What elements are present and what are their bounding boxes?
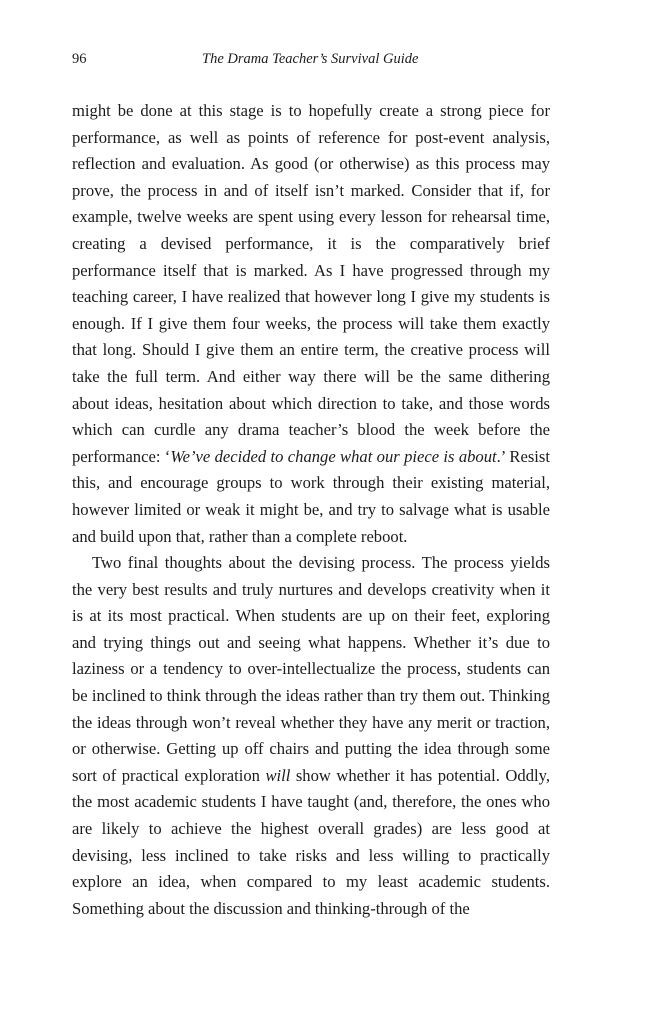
body-text (72, 98, 550, 922)
book-title: The Drama Teacher’s Survival Guide (202, 51, 419, 67)
paragraph-2 (72, 550, 550, 922)
page-number: 96 (72, 51, 87, 67)
paragraph-2-text-b: show whether it has potential. Oddly, the most academic students I have taught (and, therefore, the ones who are likely to achieve the highest overall grades) are less good at devising, less inclined to take risks and less willing to practically explore an idea, when compared to my least academic students. Something about the discussion and thinking-through of the (72, 765, 550, 918)
paragraph-1-quote: We’ve decided to change what our piece is about (170, 446, 497, 466)
paragraph-1 (72, 98, 550, 550)
paragraph-2-emphasis: will (265, 765, 291, 785)
running-header (72, 51, 552, 73)
paragraph-1-text-b: .’ Resist this, and encourage groups to work through their existing material, however limited or weak it might be, and try to salvage what is usable and build upon that, rather than a complete reboot. (72, 446, 550, 546)
paragraph-2-text-a: Two final thoughts about the devising process. The process yields the very best results and truly nurtures and develops creativity when it is at its most practical. When students are up on their feet, exploring and trying things out and seeing what happens. Whether it’s due to laziness or a tendency to over-intellectualize the process, students can be inclined to think through the ideas rather than try them out. Thinking the ideas through won’t reveal whether they have any merit or traction, or otherwise. Getting up off chairs and putting the idea through some sort of practical exploration (72, 553, 550, 785)
paragraph-1-text-a: might be done at this stage is to hopefully create a strong piece for performance, as well as points of reference for post-event analysis, reflection and evaluation. As good (or otherwise) as this process may prove, the process in and of itself isn’t marked. Consider that if, for example, twelve weeks are spent using every lesson for rehearsal time, creating a devised performance, it is the comparatively brief performance itself that is marked. As I have progressed through my teaching career, I have realized that however long I give my students is enough. If I give them four weeks, the process will take them exactly that long. Should I give them an entire term, the creative process will take the full term. And either way there will be the same dithering about ideas, hesitation about which direction to take, and those words which can curdle any drama teacher’s blood the week before the performance: ‘ (72, 101, 550, 466)
